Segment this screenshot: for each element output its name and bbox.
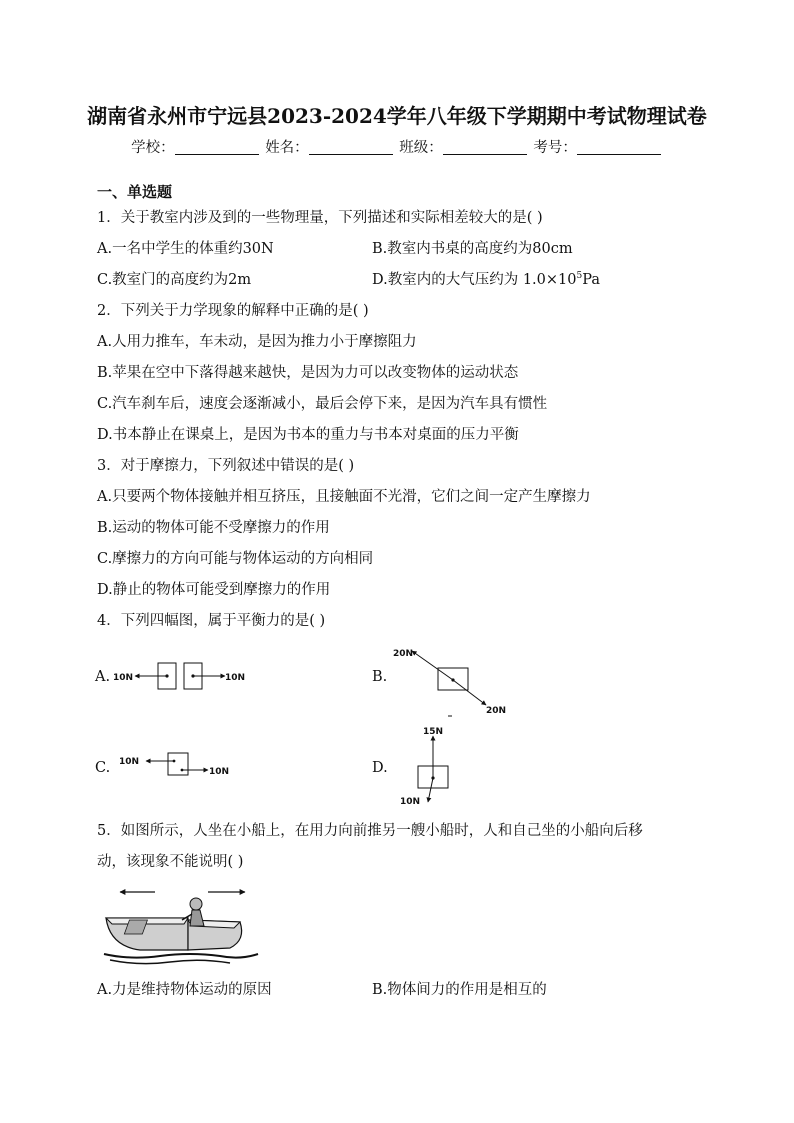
q5-stem-line1: 5．如图所示，人坐在小船上，在用力向前推另一艘小船时，人和自己坐的小船向后移 bbox=[97, 823, 643, 839]
number-label: 考号： bbox=[533, 140, 577, 156]
force-arrow-down bbox=[428, 778, 433, 802]
q1-option-b: B.教室内书桌的高度约为80cm bbox=[372, 241, 573, 257]
q2-option-d: D.书本静止在课桌上，是因为书本的重力与书本对桌面的压力平衡 bbox=[97, 427, 519, 443]
q2-stem: 2．下列关于力学现象的解释中正确的是( ) bbox=[97, 303, 369, 319]
class-label: 班级： bbox=[399, 140, 443, 156]
q1-option-d-value: 1.0×10 bbox=[522, 272, 577, 288]
class-blank[interactable] bbox=[443, 140, 527, 155]
q4-stem: 4．下列四幅图，属于平衡力的是( ) bbox=[97, 613, 326, 629]
name-blank[interactable] bbox=[309, 140, 393, 155]
q2-option-a: A.人用力推车，车未动，是因为推力小于摩擦阻力 bbox=[97, 334, 417, 350]
q4-figure-b bbox=[390, 643, 530, 723]
block bbox=[168, 753, 188, 775]
q5-stem-line2: 动，该现象不能说明( ) bbox=[97, 854, 244, 870]
q2-option-b: B.苹果在空中下落得越来越快，是因为力可以改变物体的运动状态 bbox=[97, 365, 519, 381]
q3-option-a: A.只要两个物体接触并相互挤压，且接触面不光滑，它们之间一定产生摩擦力 bbox=[97, 489, 591, 505]
force-label-bottom: 10N bbox=[400, 797, 421, 807]
water bbox=[104, 954, 258, 958]
force-label-right: 10N bbox=[209, 767, 230, 777]
q5-option-a: A.力是维持物体运动的原因 bbox=[97, 982, 272, 998]
q4-figure-d bbox=[392, 722, 472, 807]
q4-figure-c bbox=[110, 748, 240, 783]
student-info-line bbox=[0, 136, 794, 157]
q4-option-b-label: B. bbox=[372, 669, 388, 685]
force-label-left: 10N bbox=[113, 673, 134, 683]
q1-option-d-exponent: 5 bbox=[576, 271, 583, 282]
q4-figure-a bbox=[110, 655, 250, 695]
q5-boats-figure bbox=[100, 880, 265, 970]
q4-option-c-label: C. bbox=[95, 760, 111, 776]
q1-option-d bbox=[372, 268, 600, 289]
force-label-top: 15N bbox=[423, 727, 444, 737]
q1-stem: 1．关于教室内涉及到的一些物理量，下列描述和实际相差较大的是( ) bbox=[97, 210, 543, 226]
q3-option-c: C.摩擦力的方向可能与物体运动的方向相同 bbox=[97, 551, 374, 567]
q2-option-c: C.汽车刹车后，速度会逐渐减小，最后会停下来，是因为汽车具有惯性 bbox=[97, 396, 548, 412]
q1-option-c: C.教室门的高度约为2m bbox=[97, 272, 252, 288]
q3-stem: 3．对于摩擦力，下列叙述中错误的是( ) bbox=[97, 458, 355, 474]
force-label-bottom: 20N bbox=[486, 706, 507, 716]
force-label-top: 20N bbox=[393, 649, 414, 659]
force-label-right: 10N bbox=[225, 673, 246, 683]
exam-title: 湖南省永州市宁远县2023-2024学年八年级下学期期中考试物理试卷 bbox=[87, 104, 707, 128]
school-label: 学校： bbox=[131, 140, 175, 156]
school-blank[interactable] bbox=[175, 140, 259, 155]
person bbox=[190, 898, 202, 910]
q1-option-d-unit: Pa bbox=[582, 272, 600, 288]
q4-option-d-label: D. bbox=[372, 760, 388, 776]
q1-option-d-text: D.教室内的大气压约为 bbox=[372, 272, 519, 288]
number-blank[interactable] bbox=[577, 140, 661, 155]
section-heading: 一、单选题 bbox=[97, 183, 173, 201]
name-label: 姓名： bbox=[265, 140, 309, 156]
force-arrow-up-left bbox=[412, 651, 453, 680]
force-label-left: 10N bbox=[119, 757, 140, 767]
force-arrow-down-right bbox=[453, 680, 486, 705]
q4-option-a-label: A. bbox=[95, 669, 111, 685]
q3-option-b: B.运动的物体可能不受摩擦力的作用 bbox=[97, 520, 330, 536]
q5-option-b: B.物体间力的作用是相互的 bbox=[372, 982, 547, 998]
q3-option-d: D.静止的物体可能受到摩擦力的作用 bbox=[97, 582, 331, 598]
q1-option-a: A.一名中学生的体重约30N bbox=[97, 241, 274, 257]
